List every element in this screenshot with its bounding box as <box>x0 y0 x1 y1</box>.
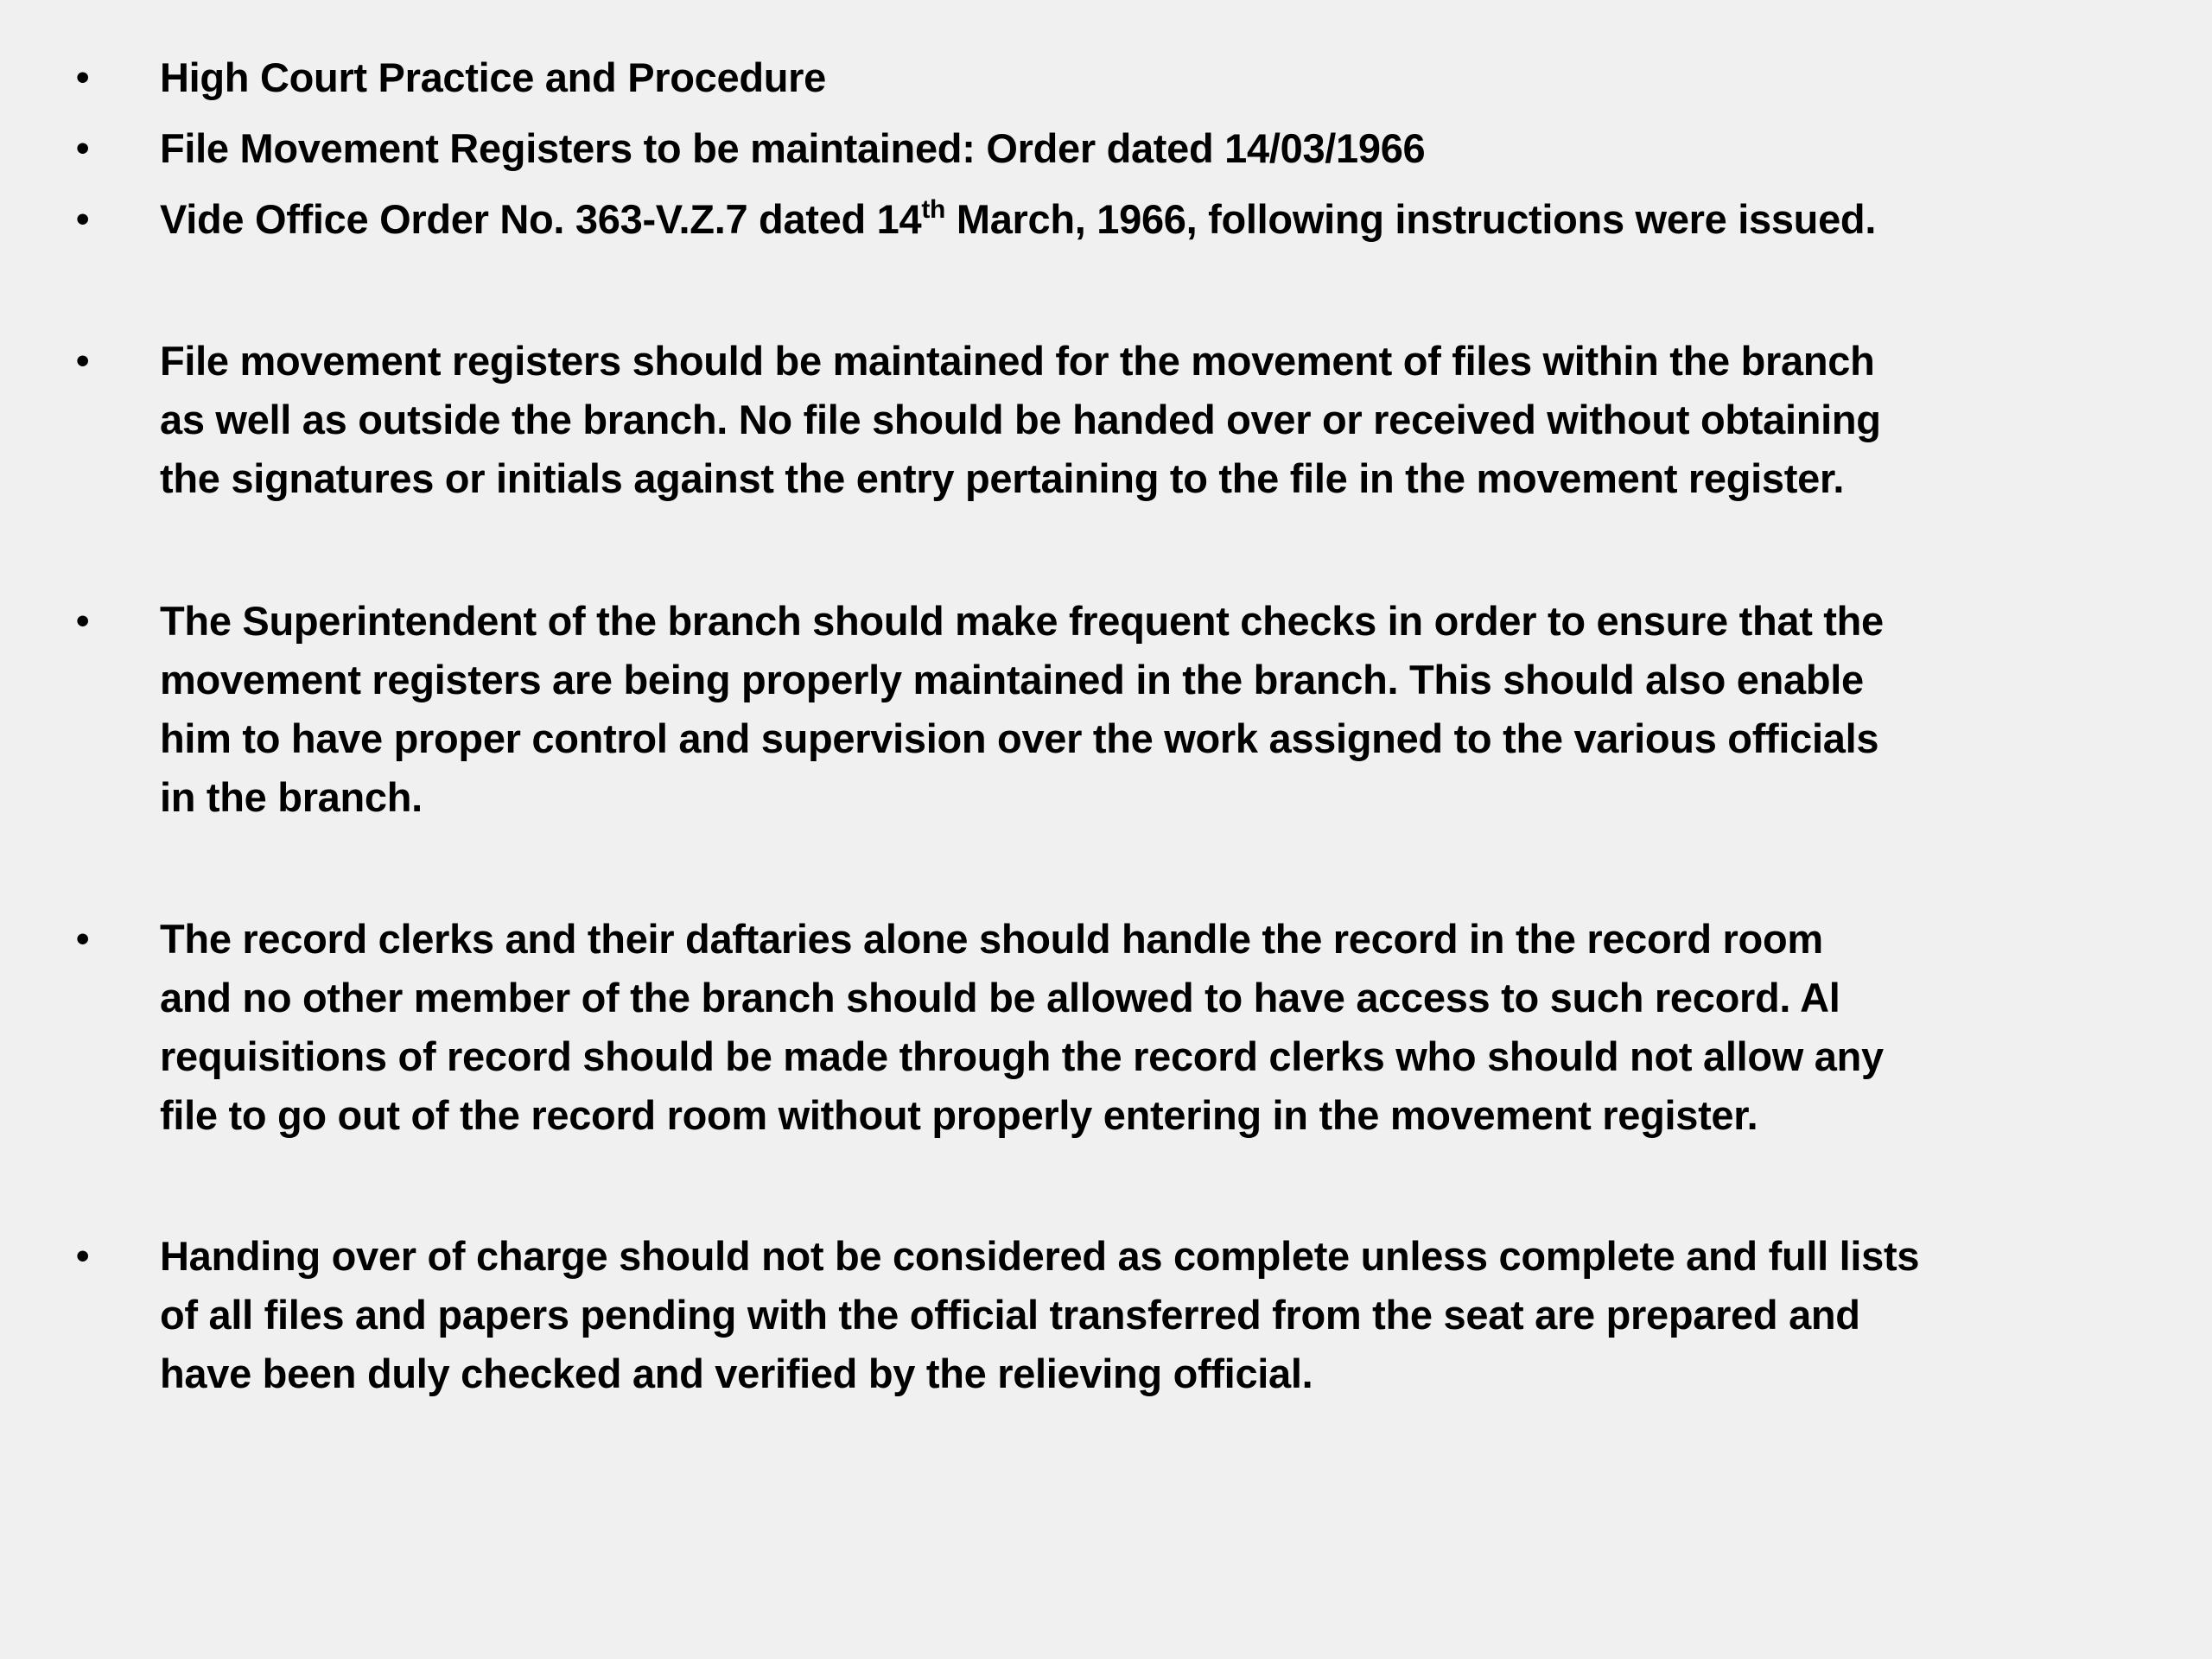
bullet-text <box>160 190 2044 249</box>
bullet-point-icon: • <box>76 198 90 240</box>
bullet-point-icon: • <box>76 600 90 642</box>
bullet-text <box>160 119 2044 178</box>
bullet-line: file to go out of the record room without properly entering in the movement register. <box>160 1092 1758 1138</box>
bullet-line: movement registers are being properly maintained in the branch. This should also enable <box>160 657 1864 702</box>
bullet-line: him to have proper control and supervision over the work assigned to the various officials <box>160 715 1879 761</box>
bullet-line: of all files and papers pending with the official transferred from the seat are prepared and <box>160 1292 1860 1338</box>
bullet-line: The record clerks and their daftaries alone should handle the record in the record room <box>160 916 1823 962</box>
bullet-line: have been duly checked and verified by the relieving official. <box>160 1351 1313 1396</box>
bullet-text-suffix: March, 1966, following instructions were issued. <box>945 196 1877 242</box>
bullet-point-icon: • <box>76 340 90 382</box>
bullet-line: File Movement Registers to be maintained: Order dated 14/03/1966 <box>160 125 1426 171</box>
bullet-line: Handing over of charge should not be considered as complete unless complete and full lists <box>160 1233 1920 1279</box>
bullet-line: in the branch. <box>160 774 423 820</box>
bullet-line: requisitions of record should be made through the record clerks who should not allow any <box>160 1033 1884 1079</box>
bullet-point-icon: • <box>76 1235 90 1277</box>
bullet-text <box>160 48 2044 107</box>
bullet-point-icon: • <box>76 56 90 99</box>
bullet-line: The Superintendent of the branch should make frequent checks in order to ensure that the <box>160 598 1884 644</box>
ordinal-superscript: th <box>921 195 946 224</box>
bullet-text <box>160 910 2044 1145</box>
bullet-point-icon: • <box>76 918 90 960</box>
bullet-text <box>160 592 2044 827</box>
bullet-line: High Court Practice and Procedure <box>160 54 826 100</box>
bullet-line <box>160 190 2044 249</box>
bullet-point-icon: • <box>76 127 90 169</box>
bullet-text <box>160 1227 2044 1403</box>
bullet-line: File movement registers should be maintained for the movement of files within the branch <box>160 338 1875 384</box>
bullet-line: the signatures or initials against the entry pertaining to the file in the movement register. <box>160 455 1845 501</box>
bullet-line: as well as outside the branch. No file should be handed over or received without obtaining <box>160 397 1881 442</box>
bullet-text <box>160 332 2044 508</box>
bullet-text-prefix: Vide Office Order No. 363-V.Z.7 dated 14 <box>160 196 922 242</box>
bullet-line: and no other member of the branch should be allowed to have access to such record. Al <box>160 975 1840 1020</box>
